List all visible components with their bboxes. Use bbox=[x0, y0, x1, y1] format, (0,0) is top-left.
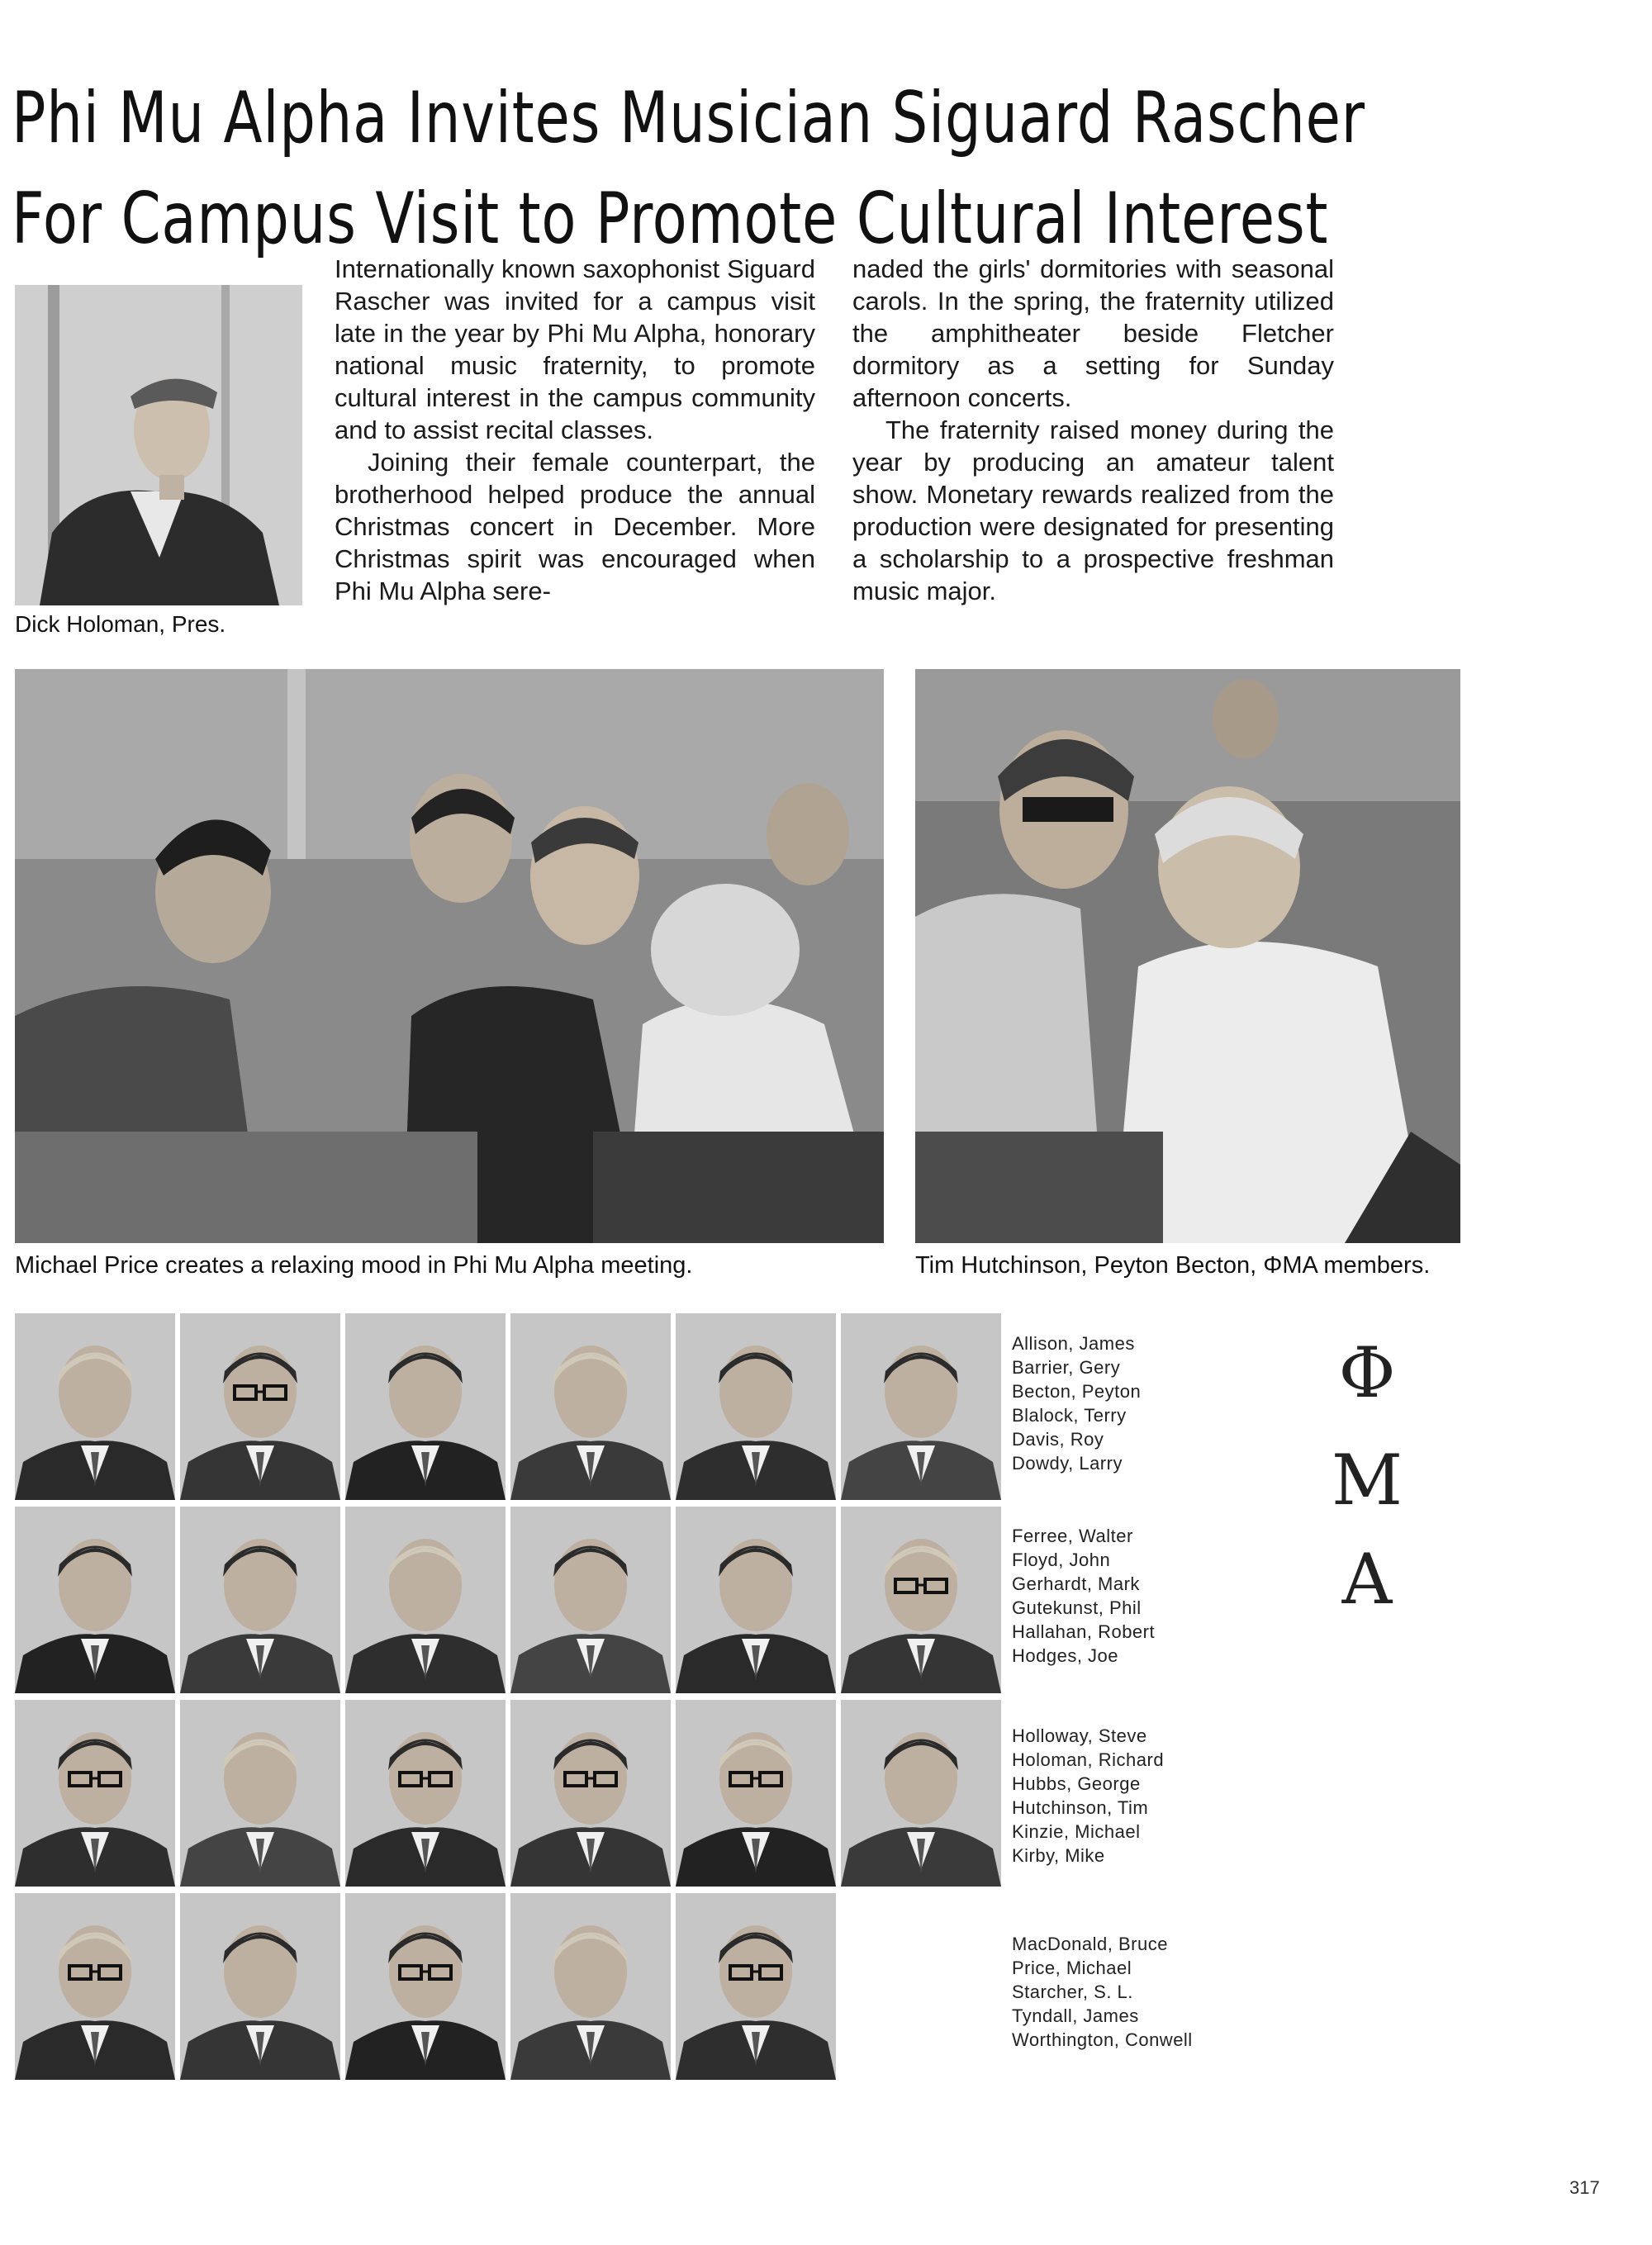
article-paragraph: Joining their female counterpart, the brotherhood helped produce the annual Christmas concert in December. More Christmas spirit was encouraged when Phi Mu Alpha sere- bbox=[335, 448, 815, 605]
roster-name: Price, Michael bbox=[1012, 1958, 1132, 1978]
member-portrait bbox=[345, 1893, 506, 2080]
roster-name: Floyd, John bbox=[1012, 1550, 1111, 1570]
headline-line-1: Phi Mu Alpha Invites Musician Siguard Rascher bbox=[12, 77, 1365, 159]
roster-group-2 bbox=[1012, 1524, 1155, 1668]
member-portrait bbox=[676, 1700, 836, 1887]
article-paragraph: naded the girls' dormitories with seasonal carols. In the spring, the fraternity utilized the amphitheater beside Fletcher dormitory as a setting for Sunday afternoon concerts. bbox=[852, 254, 1334, 412]
member-portrait bbox=[180, 1893, 340, 2080]
roster-name: Starcher, S. L. bbox=[1012, 1982, 1133, 2002]
member-portrait bbox=[841, 1507, 1001, 1693]
roster-name: Kinzie, Michael bbox=[1012, 1821, 1141, 1842]
president-caption: Dick Holoman, Pres. bbox=[15, 611, 226, 637]
portrait-grid bbox=[15, 1313, 1001, 2080]
roster-name: Worthington, Conwell bbox=[1012, 2029, 1193, 2050]
article-column-1 bbox=[335, 253, 815, 607]
greek-letter-phi: Φ bbox=[1338, 1332, 1396, 1413]
roster-name: Gutekunst, Phil bbox=[1012, 1597, 1142, 1618]
member-portrait bbox=[510, 1507, 671, 1693]
member-portrait bbox=[510, 1700, 671, 1887]
roster-name: Hutchinson, Tim bbox=[1012, 1797, 1149, 1818]
roster-name: Blalock, Terry bbox=[1012, 1405, 1127, 1426]
member-portrait bbox=[510, 1893, 671, 2080]
headline-line-2: For Campus Visit to Promote Cultural Interest bbox=[12, 178, 1329, 260]
member-portrait bbox=[180, 1507, 340, 1693]
member-portrait bbox=[841, 1700, 1001, 1887]
page-number: 317 bbox=[1569, 2177, 1600, 2198]
members-photo-caption: Tim Hutchinson, Peyton Becton, ΦMA members. bbox=[915, 1252, 1431, 1279]
article-paragraph: The fraternity raised money during the year by producing an amateur talent show. Monetary rewards realized from the production were designated for presenting a scholarship to a prospective freshman music major. bbox=[852, 415, 1334, 605]
member-portrait bbox=[15, 1700, 175, 1887]
greek-letter-mu: M bbox=[1331, 1440, 1403, 1521]
roster-name: Ferree, Walter bbox=[1012, 1526, 1133, 1546]
roster-name: Kirby, Mike bbox=[1012, 1845, 1105, 1866]
member-portrait bbox=[345, 1313, 506, 1500]
roster-name: Hallahan, Robert bbox=[1012, 1621, 1156, 1642]
meeting-photo-caption: Michael Price creates a relaxing mood in Phi Mu Alpha meeting. bbox=[15, 1252, 693, 1279]
president-photo bbox=[15, 285, 302, 605]
meeting-photo bbox=[15, 669, 884, 1243]
member-portrait bbox=[180, 1700, 340, 1887]
empty-portrait-slot bbox=[841, 1893, 1001, 2080]
member-portrait bbox=[15, 1507, 175, 1693]
roster-name: Barrier, Gery bbox=[1012, 1357, 1121, 1378]
roster-name: Holoman, Richard bbox=[1012, 1749, 1165, 1770]
roster-name: MacDonald, Bruce bbox=[1012, 1934, 1168, 1954]
member-portrait bbox=[676, 1507, 836, 1693]
article-column-2 bbox=[852, 253, 1334, 607]
roster-name: Hubbs, George bbox=[1012, 1773, 1141, 1794]
greek-letter-alpha: A bbox=[1341, 1539, 1393, 1620]
roster-name: Holloway, Steve bbox=[1012, 1725, 1147, 1746]
roster-name: Becton, Peyton bbox=[1012, 1381, 1142, 1402]
member-portrait bbox=[676, 1313, 836, 1500]
roster-name: Hodges, Joe bbox=[1012, 1645, 1119, 1666]
roster-name: Dowdy, Larry bbox=[1012, 1453, 1123, 1474]
roster-name: Gerhardt, Mark bbox=[1012, 1573, 1140, 1594]
roster-name: Tyndall, James bbox=[1012, 2005, 1139, 2026]
member-portrait bbox=[510, 1313, 671, 1500]
member-portrait bbox=[841, 1313, 1001, 1500]
roster-name: Allison, James bbox=[1012, 1333, 1135, 1354]
member-portrait bbox=[345, 1507, 506, 1693]
member-portrait bbox=[180, 1313, 340, 1500]
member-portrait bbox=[345, 1700, 506, 1887]
member-portrait bbox=[15, 1313, 175, 1500]
article-paragraph: Internationally known saxophonist Siguard Rascher was invited for a campus visit late in the year by Phi Mu Alpha, honorary national music fraternity, to promote cultural interest in the campus community and to assist recital classes. bbox=[335, 254, 815, 444]
member-portrait bbox=[676, 1893, 836, 2080]
roster-group-1 bbox=[1012, 1331, 1141, 1475]
roster-group-3 bbox=[1012, 1724, 1164, 1868]
members-photo bbox=[915, 669, 1460, 1243]
member-portrait bbox=[15, 1893, 175, 2080]
roster-group-4 bbox=[1012, 1932, 1193, 2052]
roster-name: Davis, Roy bbox=[1012, 1429, 1104, 1450]
